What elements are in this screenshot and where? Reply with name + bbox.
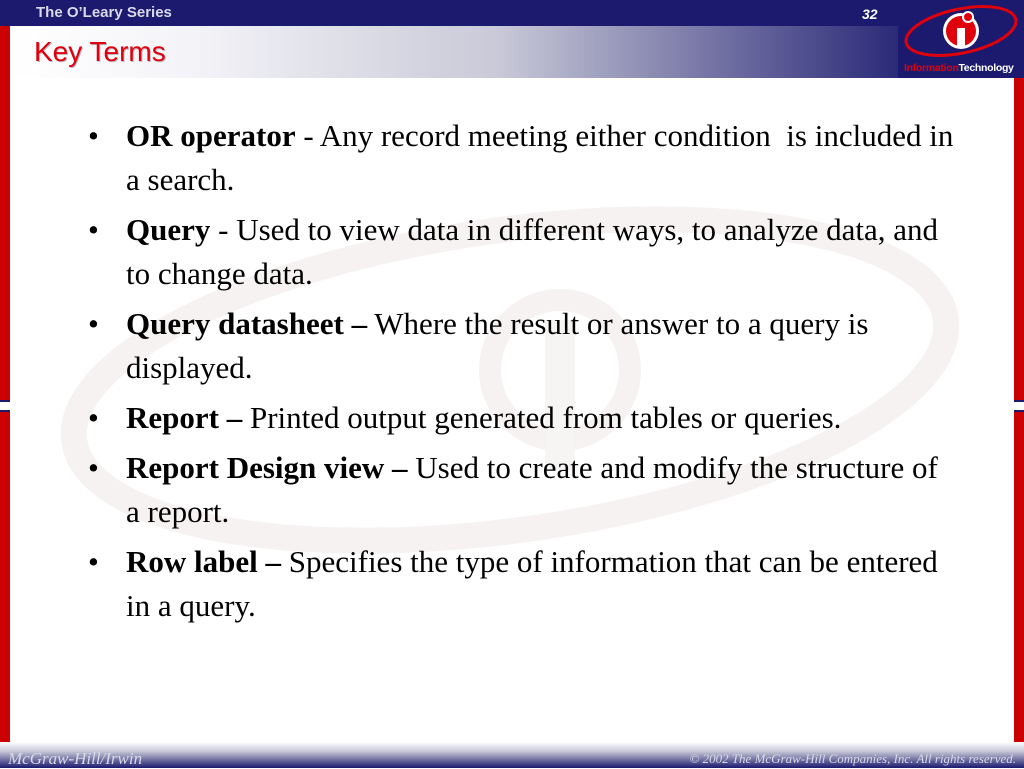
series-title: The O’Leary Series bbox=[36, 4, 172, 21]
term-definition: Any record meeting either condition is included in a search. bbox=[126, 118, 954, 197]
logo-text-technology: Technology bbox=[958, 62, 1014, 74]
term-name: Query datasheet – bbox=[126, 306, 368, 341]
term-name: Report – bbox=[126, 400, 243, 435]
term-name: Row label – bbox=[126, 544, 281, 579]
term-definition: Used to create and modify the structure of a report. bbox=[126, 450, 938, 529]
term-definition: Printed output generated from tables or queries. bbox=[249, 400, 842, 435]
term-separator: - bbox=[295, 118, 320, 153]
term-name: Query bbox=[126, 212, 211, 247]
slide-title: Key Terms bbox=[34, 36, 166, 67]
key-terms-list bbox=[78, 114, 958, 634]
term-item bbox=[78, 114, 958, 202]
term-item bbox=[78, 208, 958, 296]
term-name: Report Design view – bbox=[126, 450, 408, 485]
logo-text-information: Information bbox=[904, 62, 959, 74]
term-definition: Specifies the type of information that can be entered in a query. bbox=[126, 544, 938, 623]
copyright-notice: © 2002 The McGraw-Hill Companies, Inc. All rights reserved. bbox=[689, 751, 1016, 766]
bullet-icon: • bbox=[88, 400, 99, 435]
term-name: OR operator bbox=[126, 118, 296, 153]
information-technology-logo-icon bbox=[898, 0, 1024, 62]
logo bbox=[898, 0, 1024, 78]
bullet-icon: • bbox=[88, 450, 99, 485]
right-side-notch bbox=[1014, 400, 1024, 412]
bullet-icon: • bbox=[88, 118, 99, 153]
term-separator: - bbox=[210, 212, 237, 247]
term-item bbox=[78, 396, 958, 440]
term-separator bbox=[281, 544, 289, 579]
page-number: 32 bbox=[862, 6, 878, 22]
left-side-bar bbox=[0, 26, 10, 742]
term-item bbox=[78, 446, 958, 534]
bullet-icon: • bbox=[88, 544, 99, 579]
publisher-label: McGraw-Hill/Irwin bbox=[8, 749, 143, 768]
bullet-icon: • bbox=[88, 306, 99, 341]
left-side-notch bbox=[0, 400, 10, 412]
term-definition: Where the result or answer to a query is displayed. bbox=[126, 306, 869, 385]
bullet-icon: • bbox=[88, 212, 99, 247]
term-item bbox=[78, 540, 958, 628]
logo-text bbox=[904, 62, 1014, 74]
term-item bbox=[78, 302, 958, 390]
term-separator bbox=[242, 400, 250, 435]
term-definition: Used to view data in different ways, to analyze data, and to change data. bbox=[126, 212, 939, 291]
